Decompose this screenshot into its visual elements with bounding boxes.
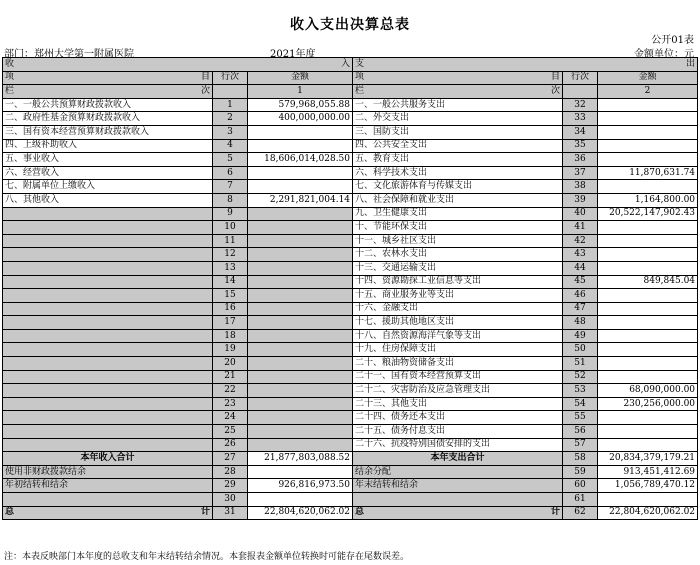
expense-row-no: 54	[563, 397, 598, 411]
income-amount	[248, 425, 353, 439]
expense-row-no: 45	[563, 275, 598, 289]
expense-item: 六、科学技术支出	[353, 166, 563, 180]
income-row-no: 13	[213, 261, 248, 275]
expense-row-no: 33	[563, 112, 598, 126]
expense-row-no: 57	[563, 438, 598, 452]
expense-item: 年末结转和结余	[353, 479, 563, 493]
income-item: 八、其他收入	[3, 193, 213, 207]
expense-item: 十七、援助其他地区支出	[353, 316, 563, 330]
table-row	[3, 384, 698, 398]
income-row-no: 18	[213, 329, 248, 343]
expense-row-no: 40	[563, 207, 598, 221]
expense-amount: 68,090,000.00	[598, 384, 698, 398]
expense-row-no: 62	[563, 506, 598, 520]
income-amount	[248, 329, 353, 343]
income-amount: 579,968,055.88	[248, 98, 353, 112]
expense-amount: 20,522,147,902.43	[598, 207, 698, 221]
expense-amount	[598, 98, 698, 112]
expense-amount: 1,056,789,470.12	[598, 479, 698, 493]
table-row	[3, 275, 698, 289]
income-item	[3, 261, 213, 275]
table-row	[3, 261, 698, 275]
income-item	[3, 316, 213, 330]
table-row	[3, 302, 698, 316]
table-row	[3, 316, 698, 330]
income-row-no: 22	[213, 384, 248, 398]
table-row	[3, 438, 698, 452]
income-item	[3, 493, 213, 507]
income-row-no: 8	[213, 193, 248, 207]
income-row-no: 3	[213, 125, 248, 139]
expense-item: 二十一、国有资本经营预算支出	[353, 370, 563, 384]
expense-row-no: 52	[563, 370, 598, 384]
expense-row-no: 59	[563, 465, 598, 479]
income-item	[3, 343, 213, 357]
expense-row-no: 42	[563, 234, 598, 248]
expense-item: 十五、商业服务业等支出	[353, 289, 563, 303]
income-amount	[248, 261, 353, 275]
income-amount	[248, 493, 353, 507]
table-row	[3, 221, 698, 235]
expense-item: 二十六、抗疫特别国债安排的支出	[353, 438, 563, 452]
expense-amount	[598, 411, 698, 425]
income-amount	[248, 139, 353, 153]
item-header: 项	[355, 72, 365, 83]
expense-amount	[598, 248, 698, 262]
income-expense-table	[2, 57, 698, 520]
income-item: 七、附属单位上缴收入	[3, 180, 213, 194]
row-no-header: 行次	[213, 71, 248, 85]
expense-amount	[598, 302, 698, 316]
expense-row-no: 56	[563, 425, 598, 439]
income-row-no: 15	[213, 289, 248, 303]
expense-row-no: 60	[563, 479, 598, 493]
total-row	[3, 465, 698, 479]
income-amount: 926,816,973.50	[248, 479, 353, 493]
income-row-no: 19	[213, 343, 248, 357]
income-row-no: 14	[213, 275, 248, 289]
income-amount: 2,291,821,004.14	[248, 193, 353, 207]
income-item: 六、经营收入	[3, 166, 213, 180]
expense-grand-total: 22,804,620,062.02	[598, 506, 698, 520]
income-row-no: 17	[213, 316, 248, 330]
expense-item: 二十二、灾害防治及应急管理支出	[353, 384, 563, 398]
expense-amount	[598, 261, 698, 275]
table-row	[3, 343, 698, 357]
income-row-no: 30	[213, 493, 248, 507]
income-row-no: 10	[213, 221, 248, 235]
footnote: 注：本表反映部门本年度的总收支和年末结转结余情况。本套报表金额单位转换时可能存在尾数误差。	[4, 552, 410, 562]
expense-item	[353, 493, 563, 507]
income-item: 二、政府性基金预算财政拨款收入	[3, 112, 213, 126]
income-row-no: 6	[213, 166, 248, 180]
income-amount	[248, 180, 353, 194]
expense-amount	[598, 343, 698, 357]
total-row	[3, 479, 698, 493]
form-number: 公开01表	[651, 35, 694, 46]
income-amount: 400,000,000.00	[248, 112, 353, 126]
expense-amount	[598, 493, 698, 507]
income-item: 本年收入合计	[3, 452, 213, 466]
expense-item: 二十五、债务付息支出	[353, 425, 563, 439]
table-row	[3, 248, 698, 262]
table-row	[3, 289, 698, 303]
expense-row-no: 36	[563, 153, 598, 167]
expense-amount	[598, 370, 698, 384]
expense-section-label: 支	[355, 58, 365, 69]
income-amount	[248, 397, 353, 411]
expense-row-no: 41	[563, 221, 598, 235]
expense-row-no: 47	[563, 302, 598, 316]
expense-amount	[598, 289, 698, 303]
income-row-no: 26	[213, 438, 248, 452]
expense-amount	[598, 139, 698, 153]
income-item	[3, 275, 213, 289]
income-item: 四、上级补助收入	[3, 139, 213, 153]
expense-amount: 913,451,412.69	[598, 465, 698, 479]
column-index: 1	[248, 85, 353, 99]
income-row-no: 28	[213, 465, 248, 479]
expense-amount	[598, 112, 698, 126]
income-amount: 21,877,803,088.52	[248, 452, 353, 466]
expense-item: 九、卫生健康支出	[353, 207, 563, 221]
expense-row-no: 53	[563, 384, 598, 398]
table-row	[3, 193, 698, 207]
income-item: 一、一般公共预算财政拨款收入	[3, 98, 213, 112]
income-row-no: 2	[213, 112, 248, 126]
expense-row-no: 50	[563, 343, 598, 357]
table-row	[3, 329, 698, 343]
income-row-no: 24	[213, 411, 248, 425]
column-label: 栏	[5, 85, 15, 96]
income-row-no: 23	[213, 397, 248, 411]
income-item	[3, 357, 213, 371]
expense-item: 四、公共安全支出	[353, 139, 563, 153]
expense-item: 五、教育支出	[353, 153, 563, 167]
expense-amount	[598, 425, 698, 439]
expense-item: 三、国防支出	[353, 125, 563, 139]
expense-item: 二十、粮油物资储备支出	[353, 357, 563, 371]
expense-amount	[598, 234, 698, 248]
income-item	[3, 207, 213, 221]
expense-item: 十三、交通运输支出	[353, 261, 563, 275]
income-row-no: 25	[213, 425, 248, 439]
expense-item: 结余分配	[353, 465, 563, 479]
income-item	[3, 397, 213, 411]
table-row	[3, 139, 698, 153]
income-item	[3, 438, 213, 452]
income-amount	[248, 343, 353, 357]
column-index: 2	[598, 85, 698, 99]
income-amount	[248, 275, 353, 289]
expense-item: 二、外交支出	[353, 112, 563, 126]
income-item	[3, 248, 213, 262]
expense-row-no: 46	[563, 289, 598, 303]
income-item	[3, 370, 213, 384]
expense-item: 十八、自然资源海洋气象等支出	[353, 329, 563, 343]
expense-row-no: 35	[563, 139, 598, 153]
table-row	[3, 411, 698, 425]
income-amount: 18,606,014,028.50	[248, 153, 353, 167]
total-row	[3, 493, 698, 507]
currency-unit: 金额单位：元	[634, 49, 694, 60]
column-label: 栏	[355, 85, 365, 96]
income-row-no: 12	[213, 248, 248, 262]
table-row	[3, 180, 698, 194]
fiscal-year: 2021年度	[270, 49, 316, 60]
table-row	[3, 125, 698, 139]
expense-row-no: 34	[563, 125, 598, 139]
income-item	[3, 425, 213, 439]
income-row-no: 5	[213, 153, 248, 167]
income-item	[3, 302, 213, 316]
table-row	[3, 234, 698, 248]
expense-amount: 1,164,800.00	[598, 193, 698, 207]
expense-amount: 849,845.04	[598, 275, 698, 289]
expense-amount	[598, 316, 698, 330]
income-row-no: 21	[213, 370, 248, 384]
income-item	[3, 384, 213, 398]
expense-row-no: 51	[563, 357, 598, 371]
income-row-no: 9	[213, 207, 248, 221]
expense-item: 一、一般公共服务支出	[353, 98, 563, 112]
income-amount	[248, 207, 353, 221]
income-row-no: 31	[213, 506, 248, 520]
expense-amount	[598, 357, 698, 371]
table-row	[3, 98, 698, 112]
expense-item: 十九、住房保障支出	[353, 343, 563, 357]
income-item: 五、事业收入	[3, 153, 213, 167]
income-row-no: 4	[213, 139, 248, 153]
income-amount	[248, 221, 353, 235]
expense-amount	[598, 438, 698, 452]
income-amount	[248, 166, 353, 180]
expense-row-no: 38	[563, 180, 598, 194]
income-item	[3, 289, 213, 303]
expense-amount	[598, 153, 698, 167]
expense-amount: 20,834,379,179.21	[598, 452, 698, 466]
expense-row-no: 44	[563, 261, 598, 275]
table-row	[3, 166, 698, 180]
expense-item: 十二、农林水支出	[353, 248, 563, 262]
expense-row-no: 32	[563, 98, 598, 112]
income-section-label: 收	[5, 58, 15, 69]
expense-row-no: 55	[563, 411, 598, 425]
expense-item: 二十四、债务还本支出	[353, 411, 563, 425]
expense-amount	[598, 125, 698, 139]
expense-amount	[598, 329, 698, 343]
expense-row-no: 39	[563, 193, 598, 207]
expense-item: 八、社会保障和就业支出	[353, 193, 563, 207]
income-row-no: 7	[213, 180, 248, 194]
expense-amount	[598, 180, 698, 194]
expense-item: 本年支出合计	[353, 452, 563, 466]
expense-item: 十四、资源勘探工业信息等支出	[353, 275, 563, 289]
income-amount	[248, 438, 353, 452]
income-row-no: 27	[213, 452, 248, 466]
expense-item: 十六、金融支出	[353, 302, 563, 316]
income-amount	[248, 289, 353, 303]
income-amount	[248, 384, 353, 398]
income-amount	[248, 411, 353, 425]
expense-row-no: 37	[563, 166, 598, 180]
expense-row-no: 49	[563, 329, 598, 343]
table-row	[3, 370, 698, 384]
table-row	[3, 112, 698, 126]
department-label: 部门：郑州大学第一附属医院	[4, 49, 134, 60]
income-item	[3, 221, 213, 235]
header-row-section: 收 入 支 出	[3, 58, 698, 72]
income-amount	[248, 302, 353, 316]
income-row-no: 1	[213, 98, 248, 112]
item-header: 项	[5, 72, 15, 83]
income-amount	[248, 370, 353, 384]
total-row	[3, 452, 698, 466]
expense-item: 十一、城乡社区支出	[353, 234, 563, 248]
grand-total-row	[3, 506, 698, 520]
expense-item: 二十三、其他支出	[353, 397, 563, 411]
expense-amount	[598, 221, 698, 235]
table-row	[3, 153, 698, 167]
income-row-no: 29	[213, 479, 248, 493]
row-no-header: 行次	[563, 71, 598, 85]
expense-row-no: 58	[563, 452, 598, 466]
expense-item: 七、文化旅游体育与传媒支出	[353, 180, 563, 194]
income-amount	[248, 248, 353, 262]
income-amount	[248, 465, 353, 479]
income-item: 使用非财政拨款结余	[3, 465, 213, 479]
table-row	[3, 397, 698, 411]
expense-row-no: 48	[563, 316, 598, 330]
income-item	[3, 411, 213, 425]
expense-grand-total-label: 总 计	[353, 506, 563, 520]
income-item	[3, 234, 213, 248]
header-row-columns: 项 目 行次 金额 项 目 行次 金额	[3, 71, 698, 85]
income-amount	[248, 234, 353, 248]
table-row	[3, 207, 698, 221]
income-item: 年初结转和结余	[3, 479, 213, 493]
income-amount	[248, 125, 353, 139]
income-row-no: 11	[213, 234, 248, 248]
income-grand-total-label: 总 计	[3, 506, 213, 520]
income-grand-total: 22,804,620,062.02	[248, 506, 353, 520]
table-row	[3, 357, 698, 371]
expense-amount: 11,870,631.74	[598, 166, 698, 180]
expense-row-no: 43	[563, 248, 598, 262]
report-title: 收入支出决算总表	[290, 17, 410, 33]
table-row	[3, 425, 698, 439]
income-amount	[248, 357, 353, 371]
amount-header: 金额	[248, 71, 353, 85]
income-row-no: 16	[213, 302, 248, 316]
income-row-no: 20	[213, 357, 248, 371]
expense-item: 十、节能环保支出	[353, 221, 563, 235]
income-item	[3, 329, 213, 343]
income-amount	[248, 316, 353, 330]
income-item: 三、国有资本经营预算财政拨款收入	[3, 125, 213, 139]
header-row-column-index: 栏 次 1 栏 次 2	[3, 85, 698, 99]
expense-amount: 230,256,000.00	[598, 397, 698, 411]
amount-header: 金额	[598, 71, 698, 85]
expense-row-no: 61	[563, 493, 598, 507]
